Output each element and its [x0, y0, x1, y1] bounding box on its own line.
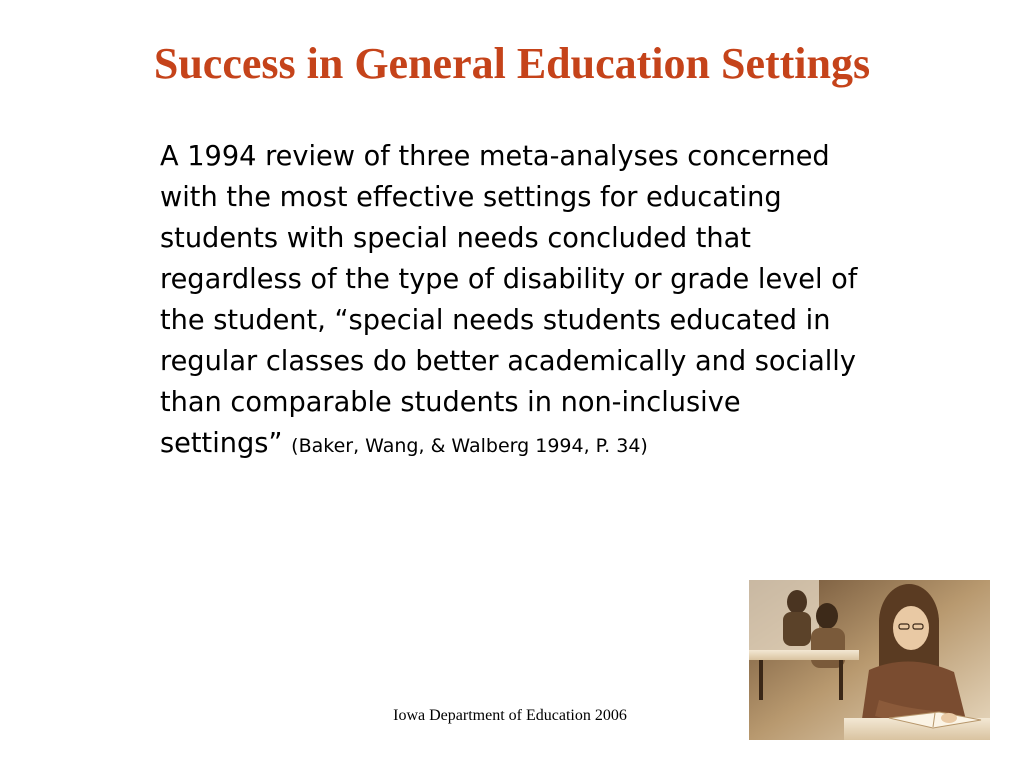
body-quote: A 1994 review of three meta-analyses concerned with the most effective settings for educating students with special needs concluded that regardless of the type of disability or grade level of the student, “special needs students educated in regular classes do better academically and socially than comparable students in non-inclusive settings”: [160, 141, 858, 459]
footer-credit: Iowa Department of Education 2006: [393, 707, 627, 724]
classroom-photo: [749, 580, 990, 740]
citation: (Baker, Wang, & Walberg 1994, P. 34): [291, 435, 648, 457]
slide-body: [160, 136, 860, 467]
slide-title: Success in General Education Settings: [153, 39, 871, 88]
